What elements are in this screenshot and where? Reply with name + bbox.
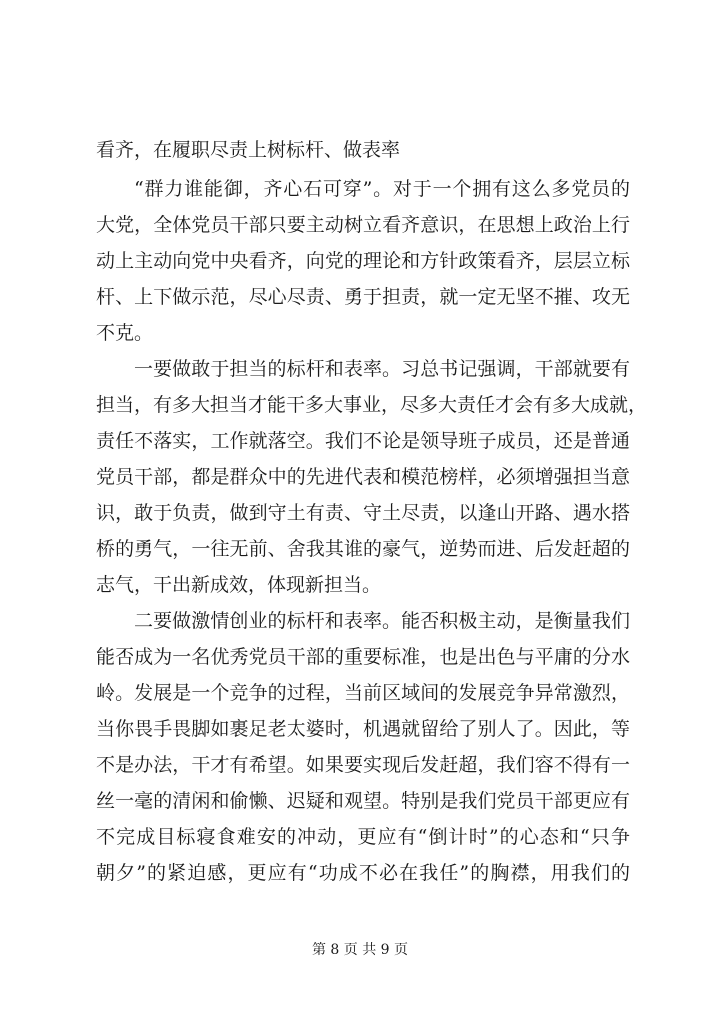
paragraph-3-line-4: 当你畏手畏脚如裹足老太婆时，机遇就留给了别人了。因此，等 bbox=[96, 718, 630, 740]
paragraph-3-line-6: 丝一毫的清闲和偷懒、迟疑和观望。特别是我们党员干部更应有 bbox=[96, 790, 630, 812]
page-number-footer: 第 8 页 共 9 页 bbox=[311, 942, 409, 958]
paragraph-2-line-1: 一要做敢于担当的标杆和表率。习总书记强调，干部就要有 bbox=[134, 358, 630, 380]
paragraph-3-line-2: 能否成为一名优秀党员干部的重要标准，也是出色与平庸的分水 bbox=[96, 646, 630, 668]
paragraph-2-line-4: 党员干部，都是群众中的先进代表和模范榜样，必须增强担当意 bbox=[96, 466, 630, 488]
paragraph-2-line-6: 桥的勇气，一往无前、舍我其谁的豪气，逆势而进、后发赶超的 bbox=[96, 538, 630, 560]
paragraph-1-line-4: 杆、上下做示范，尽心尽责、勇于担责，就一定无坚不摧、攻无 bbox=[96, 286, 630, 308]
paragraph-1-line-3: 动上主动向党中央看齐，向党的理论和方针政策看齐，层层立标 bbox=[96, 250, 630, 272]
paragraph-3-line-1: 二要做激情创业的标杆和表率。能否积极主动，是衡量我们 bbox=[134, 610, 630, 632]
paragraph-2-line-3: 责任不落实，工作就落空。我们不论是领导班子成员，还是普通 bbox=[96, 430, 630, 452]
paragraph-3-line-5: 不是办法，干才有希望。如果要实现后发赶超，我们容不得有一 bbox=[96, 754, 630, 776]
paragraph-2-line-2: 担当，有多大担当才能干多大事业，尽多大责任才会有多大成就， bbox=[96, 394, 648, 416]
paragraph-3-line-3: 岭。发展是一个竞争的过程，当前区域间的发展竞争异常激烈， bbox=[96, 682, 630, 704]
paragraph-1-line-2: 大党，全体党员干部只要主动树立看齐意识，在思想上政治上行 bbox=[96, 214, 630, 236]
paragraph-2-line-5: 识，敢于负责，做到守土有责、守土尽责，以逢山开路、遇水搭 bbox=[96, 502, 630, 524]
paragraph-3-line-7: 不完成目标寝食难安的冲动，更应有“倒计时”的心态和“只争 bbox=[96, 826, 630, 848]
section-heading-line: 看齐，在履职尽责上树标杆、做表率 bbox=[96, 139, 401, 161]
paragraph-1-line-1: “群力谁能御，齐心石可穿”。对于一个拥有这么多党员的 bbox=[134, 178, 630, 200]
paragraph-1-line-5: 不克。 bbox=[96, 322, 154, 344]
paragraph-3-line-8: 朝夕”的紧迫感，更应有“功成不必在我任”的胸襟，用我们的 bbox=[96, 862, 630, 884]
paragraph-2-line-7: 志气，干出新成效，体现新担当。 bbox=[96, 574, 382, 596]
